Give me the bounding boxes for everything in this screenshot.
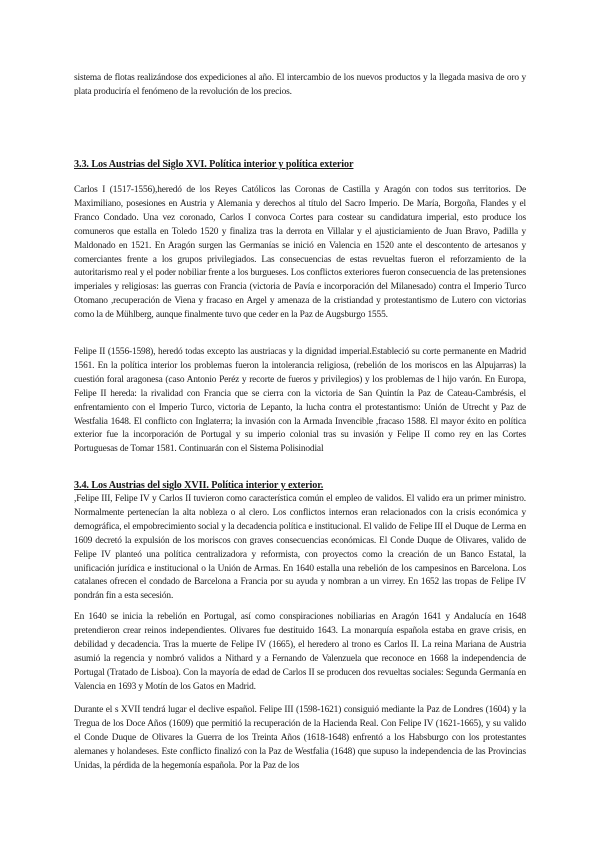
paragraph-carlos-i: Carlos I (1517-1556),heredó de los Reyes Católicos las Coronas de Castilla y Aragón con todos sus territorios. De Maximiliano, posesiones en Austria y Alemania y derechos al título del Sacro Imperio. De María, Borgoña, Flandes y el Franco Condado. Una vez coronado, Carlos I convoca Cortes para costear su candidatura imperial, esto produce los comuneros que estalla en Toledo 1520 y finaliza tras la derrota en Villalar y el ajusticiamiento de Juan Bravo, Padilla y Maldonado en 1521. En Aragón surgen las Germanías se inició en Valencia en 1520 ante el descontento de artesanos y comerciantes frente a los grupos privilegiados. Las consecuencias de estas revueltas fueron el reforzamiento de la autoritarismo real y el poder nobiliar frente a los burgueses. Los conflictos exteriores fueron consecuencia de las pretensiones imperiales y religiosas: las guerras con Francia (victoria de Pavía e incorporación del Milanesado) contra el Imperio Turco Otomano ,recuperación de Viena y fracaso en Argel y amenaza de la cristiandad y protestantismo de Lutero con victorias como la de Mühlberg, aunque finalmente tuvo que ceder en la Paz de Augsburgo 1555. [74, 185, 526, 321]
section-3-3-heading: 3.3. Los Austrias del Siglo XVI. Política interior y política exterior [74, 159, 354, 170]
paragraph-rebelion-portugal: En 1640 se inicia la rebelión en Portugal, así como conspiraciones nobiliarias en Aragón 1641 y Andalucía en 1648 pretendieron crear reinos independientes. Olivares fue destituido 1643. La monarquía española estaba en grave crisis, en debilidad y decadencia. Tras la muerte de Felipe IV (1665), el heredero al trono es Carlos II. La reina Mariana de Austria asumió la regencia y nombró validos a Nithard y a Fernando de Valenzuela que reconoce en 1668 la independencia de Portugal (Tratado de Lisboa). Con la mayoría de edad de Carlos II se producen dos revueltas sociales: Segunda Germanía en Valencia en 1693 y Motín de los Gatos en Madrid. [74, 612, 526, 692]
paragraph-declive: Durante el s XVII tendrá lugar el declive español. Felipe III (1598-1621) consiguió mediante la Paz de Londres (1604) y la Tregua de los Doce Años (1609) que permitió la recuperación de la Hacienda Real. Con Felipe IV (1621-1665), y su valido el Conde Duque de Olivares la Guerra de los Treinta Años (1618-1648) enfrentó a los Habsburgo con los protestantes alemanes y holandeses. Este conflicto finalizó con la Paz de Westfalia (1648) que supuso la independencia de las Provincias Unidas, la pérdida de la hegemonía española. Por la Paz de los [74, 705, 526, 771]
paragraph-validos: ,Felipe III, Felipe IV y Carlos II tuvieron como característica común el empleo de validos. El valido era un primer ministro. Normalmente pertenecían la alta nobleza o al clero. Los conflictos internos eran relacionados con la crisis económica y demográfica, el empobrecimiento social y la decadencia política e institucional. El valido de Felipe III el Duque de Lerma en 1609 decretó la expulsión de los moriscos con graves consecuencias económicas. El Conde Duque de Olivares, valido de Felipe IV planteó una política centralizadora y reformista, con proyectos como la creación de un Banco Estatal, la unificación jurídica e institucional o la Unión de Armas. En 1640 estalla una rebelión de los campesinos en Barcelona. Los catalanes ofrecen el condado de Barcelona a Francia por su ayuda y nombran a un virrey. En 1652 las tropas de Felipe IV pondrán fin a esta secesión. [74, 494, 526, 602]
section-3-4-heading: 3.4. Los Austrias del siglo XVII. Política interior y exterior. [74, 480, 324, 491]
intro-paragraph: sistema de flotas realizándose dos expediciones al año. El intercambio de los nuevos productos y la llegada masiva de oro y plata produciría el fenómeno de la revolución de los precios. [74, 73, 526, 97]
paragraph-felipe-ii: Felipe II (1556-1598), heredó todas excepto las austriacas y la dignidad imperial.Estableció su corte permanente en Madrid 1561. En la política interior los problemas fueron la intolerancia religiosa, (rebelión de los moriscos en las Alpujarras) la cuestión foral aragonesa (caso Antonio Peréz y recorte de fueros y privilegios) y los problemas de l hijo varón. En Europa, Felipe II hereda: la rivalidad con Francia que se cierra con la victoria de San Quintín la Paz de Cateau-Cambrésis, el enfrentamiento con el Imperio Turco, victoria de Lepanto, la lucha contra el protestantismo: Unión de Utrecht y Paz de Westfalia 1648. El conflicto con Inglaterra; la invasión con la Armada Invencible ,fracaso 1588. El mayor éxito en política exterior fue la incorporación de Portugal y su imperio colonial tras su invasión y Felipe II como rey en las Cortes Portuguesas de Tomar 1581. Continuarán con el Sistema Polisinodial [74, 347, 526, 455]
